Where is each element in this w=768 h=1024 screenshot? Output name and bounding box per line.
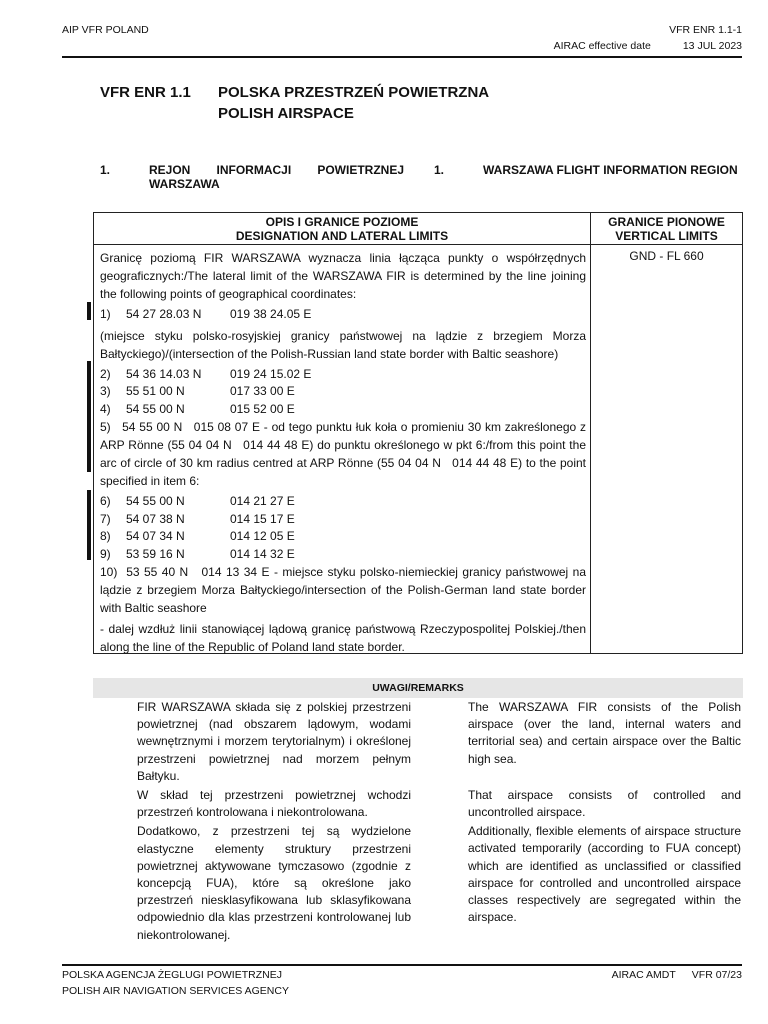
page-id: VFR ENR 1.1-1 xyxy=(669,24,742,36)
header-divider xyxy=(94,244,742,245)
page-title-english: POLISH AIRSPACE xyxy=(218,105,354,122)
lateral-limits-intro: Granicę poziomą FIR WARSZAWA wyznacza linia łącząca punkty o współrzędnych geograficznych:/The lateral limit of the WARSZAWA FIR is determined by the line joining the following points of geographical coordinates: xyxy=(100,251,586,301)
remarks-pl-paragraph: W skład tej przestrzeni powietrznej wchodzi przestrzeń kontrolowana i niekontrolowana. xyxy=(137,788,411,820)
remarks-en-paragraph: That airspace consists of controlled and uncontrolled airspace. xyxy=(468,787,741,820)
coordinate-row: 4) 54 55 00 N 015 52 00 E xyxy=(100,401,295,416)
point-1-note: (miejsce styku polsko-rosyjskiej granicy państwowej na lądzie z brzegiem Morza Bałtyckiego)/(intersection of the Polish-Russian land state border with Baltic seashore) xyxy=(100,328,586,361)
fir-limits-table xyxy=(93,212,743,654)
coordinate-row: 1) 54 27 28.03 N 019 38 24.05 E xyxy=(100,307,312,321)
amdt-label: AIRAC AMDT xyxy=(611,969,676,981)
header-rule xyxy=(62,56,742,58)
airac-info xyxy=(554,40,742,52)
lateral-limits-body xyxy=(100,249,590,656)
remarks-polish xyxy=(137,699,411,946)
remarks-english xyxy=(468,699,741,928)
amendment-bar xyxy=(87,302,91,320)
coordinate-group-b xyxy=(100,493,586,563)
airac-date: 13 JUL 2023 xyxy=(682,40,742,52)
lateral-limits-header: OPIS I GRANICE POZIOME DESIGNATION AND LATERAL LIMITS xyxy=(235,215,449,243)
subsection-number-pl: 1. xyxy=(100,163,111,177)
column-divider xyxy=(590,213,591,653)
coordinate-row: 3) 55 51 00 N 017 33 00 E xyxy=(100,384,295,398)
amdt-number: VFR 07/23 xyxy=(691,969,742,981)
vertical-limits-value: GND - FL 660 xyxy=(629,249,704,263)
remarks-en-paragraph: The WARSZAWA FIR consists of the Polish airspace (over the land, internal waters and territorial sea) and certain airspace over the Baltic high sea. xyxy=(468,700,741,766)
amendment-bar xyxy=(87,490,91,560)
point-5-arc: 5) 54 55 00 N 015 08 07 E - od tego punktu łuk koła o promieniu 30 km zakreślonego z ARP Rönne (55 04 04 N 014 44 48 E) do punktu określonego w pkt 6:/from this point the arc of circle of 30 km radius centred at ARP Rönne (55 04 04 N 014 44 48 E) to the point specified in item 6: xyxy=(100,420,590,488)
coordinate-row: 8) 54 07 34 N 014 12 05 E xyxy=(100,529,295,543)
vertical-limits-header: GRANICE PIONOWE VERTICAL LIMITS xyxy=(608,215,725,243)
coordinate-row: 6) 54 55 00 N 014 21 27 E xyxy=(100,494,295,508)
remarks-pl-paragraph: FIR WARSZAWA składa się z polskiej przestrzeni powietrznej (nad obszarem lądowym, wodami wewnętrznymi i morzem terytorialnym) i określonej przestrzeni powietrznej nad morzem pełnym Bałtyku. xyxy=(137,700,411,783)
subsection-number-en: 1. xyxy=(434,163,445,177)
remarks-pl-paragraph: Dodatkowo, z przestrzeni tej są wydzielone elastyczne elementy struktury przestrzeni powietrznej aktywowane tymczasowo (zgodnie z koncepcją FUA), które są określone jako przestrzeń niesklasyfikowana lub sklasyfikowana odpowiednio dla klas przestrzeni kontrolowanej lub niekontrolowanej. xyxy=(137,824,411,942)
airac-label: AIRAC effective date xyxy=(553,40,651,52)
coordinate-row: 7) 54 07 38 N 014 15 17 E xyxy=(100,511,295,526)
section-code: VFR ENR 1.1 xyxy=(100,84,191,101)
remarks-en-paragraph: Additionally, flexible elements of airspace structure activated temporarily (according to FUA concept) which are identified as unclassified or classified airspace for controlled and uncontrolled airspace classes respectively are segregated within the airspace. xyxy=(468,824,741,925)
agency-name-en: POLISH AIR NAVIGATION SERVICES AGENCY xyxy=(62,985,289,997)
footer-rule xyxy=(62,964,742,966)
amendment-info xyxy=(612,969,742,981)
coordinate-group-a xyxy=(100,366,586,419)
subsection-title-en: WARSZAWA FLIGHT INFORMATION REGION xyxy=(483,163,738,177)
remarks-heading: UWAGI/REMARKS xyxy=(93,678,743,698)
coordinate-row: 2) 54 36 14.03 N 019 24 15.02 E xyxy=(100,366,312,381)
publication-name: AIP VFR POLAND xyxy=(62,24,149,36)
closing-note: - dalej wzdłuż linii stanowiącej lądową granicę państwową Rzeczypospolitej Polskiej./then along the line of the Republic of Poland land state border. xyxy=(100,622,586,654)
agency-name-pl: POLSKA AGENCJA ŻEGLUGI POWIETRZNEJ xyxy=(62,969,282,981)
subsection-title-pl-cont: WARSZAWA xyxy=(149,177,220,191)
point-10: 10) 53 55 40 N 014 13 34 E - miejsce styku polsko-niemieckiej granicy państwowej na lądzie z brzegiem Morza Bałtyckiego/intersection of the Polish-German land state border with Baltic seashore xyxy=(100,565,590,615)
coordinate-row: 9) 53 59 16 N 014 14 32 E xyxy=(100,546,295,561)
subsection-title-pl: REJON INFORMACJI POWIETRZNEJ xyxy=(149,163,404,177)
page-title-polish: POLSKA PRZESTRZEŃ POWIETRZNA xyxy=(218,84,490,101)
amendment-bar xyxy=(87,361,91,472)
